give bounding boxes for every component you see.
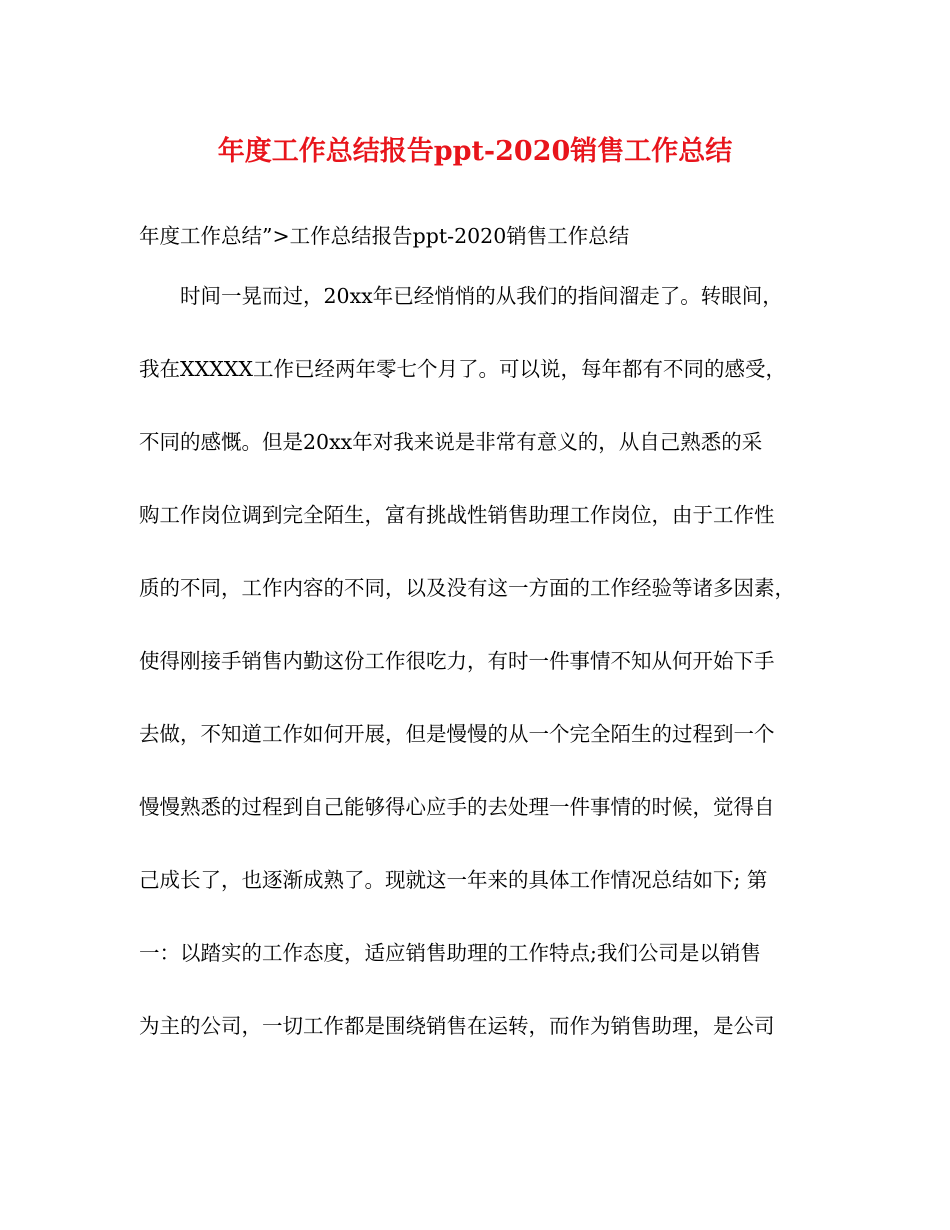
- document-title: 年度工作总结报告ppt-2020销售工作总结: [217, 136, 733, 167]
- body-line: 我在XXXXX工作已经两年零七个月了。可以说，每年都有不同的感受，: [139, 357, 786, 381]
- body-line: 己成长了，也逐渐成熟了。现就这一年来的具体工作情况总结如下; 第: [139, 868, 768, 892]
- body-line: 使得刚接手销售内勤这份工作很吃力，有时一件事情不知从何开始下手: [139, 649, 775, 673]
- document-subtitle: 年度工作总结”>工作总结报告ppt-2020销售工作总结: [139, 224, 630, 248]
- body-line: 质的不同，工作内容的不同，以及没有这一方面的工作经验等诸多因素，: [139, 576, 795, 600]
- body-line: 不同的感慨。但是20xx年对我来说是非常有意义的，从自己熟悉的采: [139, 430, 763, 454]
- body-line: 为主的公司，一切工作都是围绕销售在运转，而作为销售助理，是公司: [139, 1014, 775, 1038]
- body-line: 去做，不知道工作如何开展，但是慢慢的从一个完全陌生的过程到一个: [139, 722, 775, 746]
- body-line: 一：以踏实的工作态度，适应销售助理的工作特点;我们公司是以销售: [139, 941, 761, 965]
- body-line: 购工作岗位调到完全陌生，富有挑战性销售助理工作岗位，由于工作性: [139, 503, 775, 527]
- body-line: 慢慢熟悉的过程到自己能够得心应手的去处理一件事情的时候，觉得自: [139, 795, 775, 819]
- body-line: 时间一晃而过，20xx年已经悄悄的从我们的指间溜走了。转眼间，: [180, 284, 783, 308]
